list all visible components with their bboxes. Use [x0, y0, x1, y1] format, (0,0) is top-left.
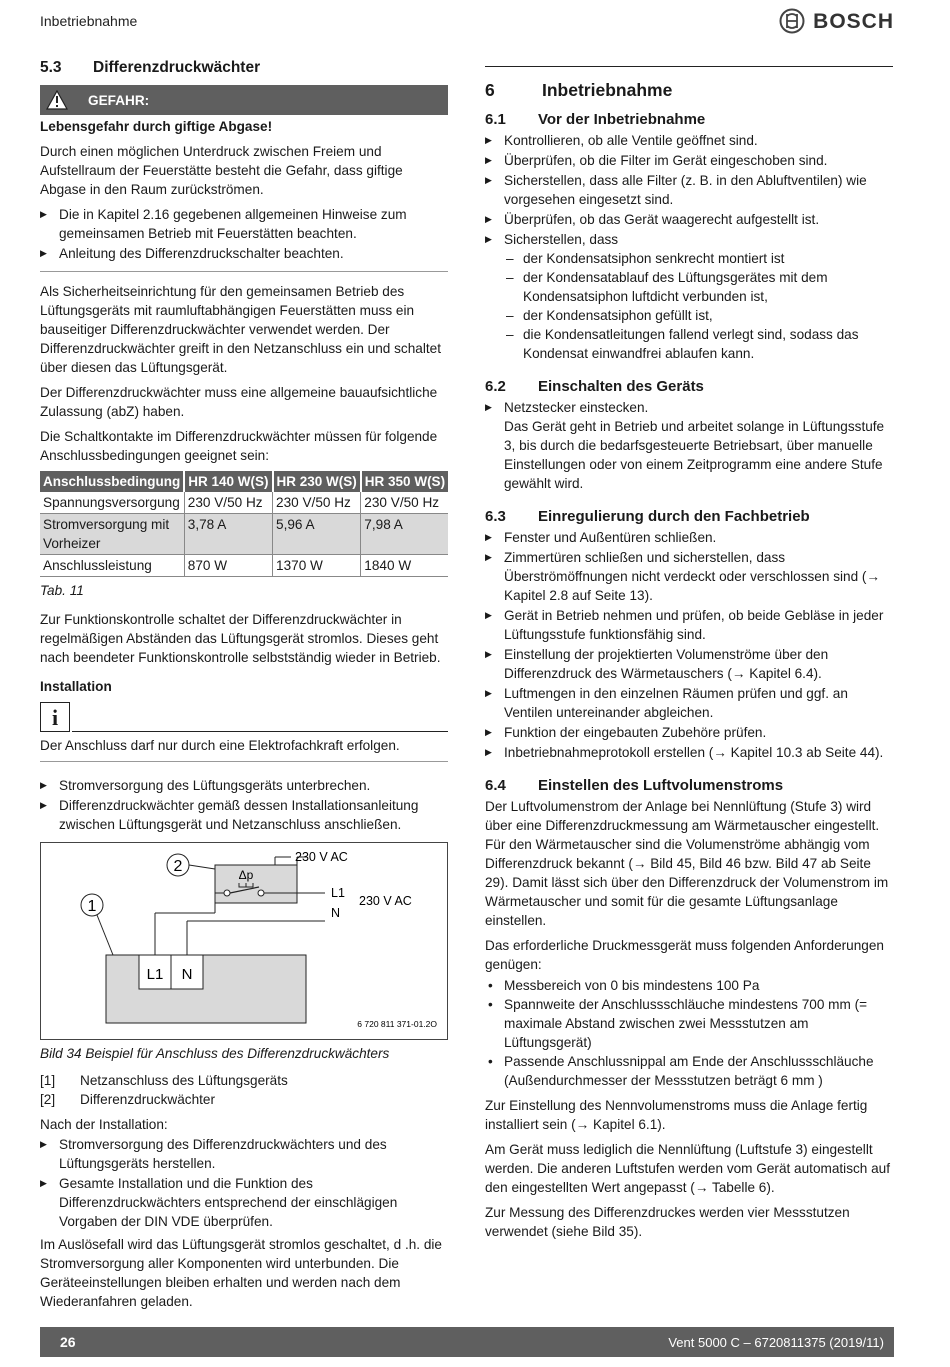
switch-on-list — [485, 398, 893, 493]
install-list — [40, 776, 448, 834]
section-number: 6.1 — [485, 111, 506, 128]
danger-notice — [40, 85, 448, 272]
list-item: ▶ Luftmengen in den einzelnen Räumen prüfen und ggf. an Ventilen untereinander abgleichen. — [485, 684, 893, 722]
list-item: ▶ Einstellung der projektierten Volumenströme über den Differenzdruck des Wärmetauschers (→ Kapitel 6.4). — [485, 645, 893, 683]
terminal-l1-label: L1 — [146, 966, 164, 983]
danger-label: GEFAHR: — [88, 92, 150, 108]
section-number: 6.4 — [485, 777, 506, 794]
list-item: ▶ Stromversorgung des Differenzdruckwächters und des Lüftungsgeräts herstellen. — [40, 1135, 448, 1173]
list-item: ▶ Funktion der eingebauten Zubehöre prüfen. — [485, 723, 893, 742]
table-cell: Stromversorgung mit Vorheizer — [40, 514, 184, 555]
installation-heading: Installation — [40, 679, 112, 694]
list-item: • Spannweite der Anschlussschläuche mindestens 700 mm (= maximale Abstand zwischen zwei Messstutzen am Lüftungsgerät) — [485, 995, 893, 1052]
section-title: Einschalten des Geräts — [538, 378, 704, 395]
table-cell: 7,98 A — [361, 514, 448, 555]
legend-index: [2] — [40, 1092, 56, 1107]
warning-triangle-icon — [46, 90, 68, 110]
table-row — [40, 555, 448, 577]
chapter-number: 6 — [485, 80, 495, 100]
wiring-diagram — [40, 842, 448, 1040]
section-title: Vor der Inbetriebnahme — [538, 111, 706, 128]
paragraph: Als Sicherheitseinrichtung für den gemeinsamen Betrieb des Lüftungsgeräts mit raumluftabhängigen Feuerstätten muss ein bauseitiger Differenzdruckwächter verwendet werden. Der Differenzdruckwächter greift in den Netzanschluss ein und schaltet über diesen das Lüftungsgerät. — [40, 284, 441, 375]
legend-text: Differenzdruckwächter — [80, 1092, 215, 1107]
page-footer — [40, 1327, 894, 1357]
wiring-diagram-graphic — [41, 843, 449, 1041]
sub-list-item: – der Kondensatablauf des Lüftungsgerätes mit dem Kondensatsiphon luftdicht verbunden ist, — [504, 268, 893, 306]
section-number: 5.3 — [40, 59, 62, 76]
list-item: • Passende Anschlussnippal am Ende der Anschlussschläuche (Außendurchmesser der Messstutzen beträgt 6 mm ) — [485, 1052, 893, 1090]
list-item: ▶ Inbetriebnahmeprotokoll erstellen (→ Kapitel 10.3 ab Seite 44). — [485, 743, 893, 762]
table-header: Anschlussbedingung — [40, 471, 184, 492]
table-cell: 3,78 A — [184, 514, 272, 555]
table-header: HR 350 W(S) — [361, 471, 448, 492]
paragraph: Die Schaltkontakte im Differenzdruckwächter müssen für folgende Anschlussbedingungen geeignet sein: — [40, 429, 438, 463]
page-number: 26 — [60, 1333, 76, 1350]
after-install-list — [40, 1135, 448, 1231]
ventilation-unit-box — [106, 955, 306, 1023]
list-item-text: Netzstecker einstecken. — [504, 400, 649, 415]
table-cell: Anschlussleistung — [40, 555, 184, 577]
section-title: Einstellen des Luftvolumenstroms — [538, 777, 784, 794]
list-item: ▶ Anleitung des Differenzdruckschalter beachten. — [40, 244, 448, 263]
paragraph: Zur Einstellung des Nennvolumenstroms muss die Anlage fertig installiert sein (→ Kapitel 6.1). — [485, 1098, 868, 1132]
paragraph: Der Differenzdruckwächter muss eine allgemeine bauaufsichtliche Zulassung (abZ) haben. — [40, 385, 438, 419]
paragraph: Im Auslösefall wird das Lüftungsgerät stromlos geschaltet, d .h. die Stromversorgung aller Komponenten wird unterbunden. Die Geräteeinstellungen bleiben erhalten und werden nach dem Wiederanfahren geladen. — [40, 1237, 442, 1309]
table-cell: Spannungsversorgung — [40, 492, 184, 514]
danger-title: Lebensgefahr durch giftige Abgase! — [40, 119, 273, 134]
table-caption: Tab. 11 — [40, 583, 84, 598]
legend-item — [40, 1090, 448, 1109]
section-6-3-heading — [485, 507, 893, 526]
table-cell: 1840 W — [361, 555, 448, 577]
sub-list-item: – die Kondensatleitungen fallend verlegt sind, sodass das Kondensat einwandfrei ablaufen kann. — [504, 325, 893, 363]
n-wire-label: N — [331, 906, 341, 920]
bosch-armature-icon — [779, 8, 805, 34]
legend-index: [1] — [40, 1073, 56, 1088]
l1-wire-label: L1 — [331, 886, 345, 900]
legend-item — [40, 1071, 448, 1090]
header-section-title: Inbetriebnahme — [40, 13, 138, 29]
sub-list — [504, 249, 893, 363]
list-item — [485, 230, 893, 363]
chapter-title: Inbetriebnahme — [542, 80, 673, 100]
right-column — [485, 66, 893, 1247]
section-6-2-heading — [485, 377, 893, 396]
requirements-list — [485, 976, 893, 1090]
list-item-text: Sicherstellen, dass — [504, 232, 619, 247]
divider — [72, 731, 448, 732]
figure-caption: Bild 34 Beispiel für Anschluss des Differenzdruckwächters — [40, 1046, 390, 1061]
list-item: ▶ Kontrollieren, ob alle Ventile geöffnet sind. — [485, 131, 893, 150]
list-item-detail: Das Gerät geht in Betrieb und arbeitet solange in Lüftungsstufe 3, bis durch die bedarfsgesteuerte Betriebsart, über manuelle Einstellungen oder von einem Zeitprogramm eine andere Stufe gewählt wird. — [504, 419, 885, 491]
sub-list-item: – der Kondensatsiphon senkrecht montiert ist — [504, 249, 893, 268]
list-item: • Messbereich von 0 bis mindestens 100 Pa — [485, 976, 893, 995]
callout-2-label: 2 — [173, 858, 183, 875]
table-cell: 870 W — [184, 555, 272, 577]
table-row — [40, 492, 448, 514]
list-item: ▶ Zimmertüren schließen und sicherstellen, dass Überströmöffnungen nicht verdeckt oder verschlossen sind (→ Kapitel 2.8 auf Seite 13). — [485, 548, 893, 605]
danger-text: Durch einen möglichen Unterdruck zwischen Freiem und Aufstellraum der Feuerstätte besteht die Gefahr, dass giftige Abgase in den Raum zurückströmen. — [40, 144, 403, 197]
delta-p-label: Δp — [238, 868, 254, 882]
adjustment-list — [485, 528, 893, 762]
table-header: HR 230 W(S) — [273, 471, 361, 492]
voltage-label-right: 230 V AC — [359, 894, 412, 908]
table-cell: 5,96 A — [273, 514, 361, 555]
table-cell: 230 V/50 Hz — [361, 492, 448, 514]
list-item: ▶ Stromversorgung des Lüftungsgeräts unterbrechen. — [40, 776, 448, 795]
table-cell: 1370 W — [273, 555, 361, 577]
info-notice — [40, 702, 448, 732]
danger-list — [40, 205, 448, 263]
brand-name: BOSCH — [813, 9, 894, 33]
section-number: 6.2 — [485, 378, 506, 395]
info-icon: i — [40, 702, 70, 732]
list-item: ▶ Fenster und Außentüren schließen. — [485, 528, 893, 547]
paragraph: Am Gerät muss lediglich die Nennlüftung (Luftstufe 3) eingestellt werden. Die anderen Luftstufen werden vom Gerät automatisch auf den eingestellten Wert angepasst (→ Tabelle 6). — [485, 1142, 891, 1195]
sub-list-item: – der Kondensatsiphon gefüllt ist, — [504, 306, 893, 325]
legend-text: Netzanschluss des Lüftungsgeräts — [80, 1073, 288, 1088]
chapter-6-heading — [485, 66, 893, 100]
figure-code: 6 720 811 371-01.2O — [357, 1019, 437, 1029]
section-5-3-heading — [40, 58, 448, 77]
document-reference: Vent 5000 C – 6720811375 (2019/11) — [668, 1334, 884, 1350]
section-title: Einregulierung durch den Fachbetrieb — [538, 508, 810, 525]
table-header: HR 140 W(S) — [184, 471, 272, 492]
table-cell: 230 V/50 Hz — [273, 492, 361, 514]
paragraph: Zur Messung des Differenzdruckes werden vier Messstutzen verwendet (siehe Bild 35). — [485, 1205, 850, 1239]
info-text: Der Anschluss darf nur durch eine Elektrofachkraft erfolgen. — [40, 732, 448, 762]
section-6-1-heading — [485, 110, 893, 129]
paragraph: Das erforderliche Druckmessgerät muss folgenden Anforderungen genügen: — [485, 938, 884, 972]
connection-table — [40, 471, 448, 577]
pre-commissioning-list — [485, 131, 893, 363]
section-title: Differenzdruckwächter — [93, 59, 261, 76]
terminal-n-label: N — [181, 966, 193, 983]
list-item: ▶ Überprüfen, ob das Gerät waagerecht aufgestellt ist. — [485, 210, 893, 229]
list-item: ▶ Differenzdruckwächter gemäß dessen Installationsanleitung zwischen Lüftungsgerät und Netzanschluss anschließen. — [40, 796, 448, 834]
paragraph: Der Luftvolumenstrom der Anlage bei Nennlüftung (Stufe 3) wird über eine Differenzdruckmessung am Wärmetauscher eingestellt. Für den Wärmetauscher sind die Volumenströme abhängig vom Differenzdruck bekannt (→ Bild 45, Bild 46 bzw. Bild 47 ab Seite 29). Damit lässt sich über den Differenzdruck der Volumenstrom im Wärmetauscher und somit für die gesamte Lüftungsanlage einstellen. — [485, 799, 889, 928]
voltage-label-top: 230 V AC — [295, 850, 348, 864]
section-6-4-heading — [485, 776, 893, 795]
table-cell: 230 V/50 Hz — [184, 492, 272, 514]
paragraph: Nach der Installation: — [40, 1117, 168, 1132]
section-number: 6.3 — [485, 508, 506, 525]
danger-bar — [40, 85, 448, 115]
list-item: ▶ Überprüfen, ob die Filter im Gerät eingeschoben sind. — [485, 151, 893, 170]
paragraph: Zur Funktionskontrolle schaltet der Differenzdruckwächter in regelmäßigen Abständen das Lüftungsgerät stromlos. Dieses geht nach beendeter Funktionskontrolle selbstständig wieder in Betrieb. — [40, 612, 441, 665]
list-item: ▶ Gerät in Betrieb nehmen und prüfen, ob beide Gebläse in jeder Lüftungsstufe funktionsfähig sind. — [485, 606, 893, 644]
list-item: ▶ Gesamte Installation und die Funktion des Differenzdruckwächters entsprechend der einschlägigen Vorgaben der DIN VDE überprüfen. — [40, 1174, 448, 1231]
pressure-switch-box — [215, 865, 297, 903]
table-row — [40, 514, 448, 555]
left-column — [40, 58, 448, 1317]
bosch-logo — [779, 8, 894, 34]
list-item: ▶ Die in Kapitel 2.16 gegebenen allgemeinen Hinweise zum gemeinsamen Betrieb mit Feuerstätten beachten. — [40, 205, 448, 243]
list-item — [485, 398, 893, 493]
list-item: ▶ Sicherstellen, dass alle Filter (z. B. in den Abluftventilen) wie vorgesehen eingesetzt sind. — [485, 171, 893, 209]
callout-1-label: 1 — [87, 898, 97, 915]
